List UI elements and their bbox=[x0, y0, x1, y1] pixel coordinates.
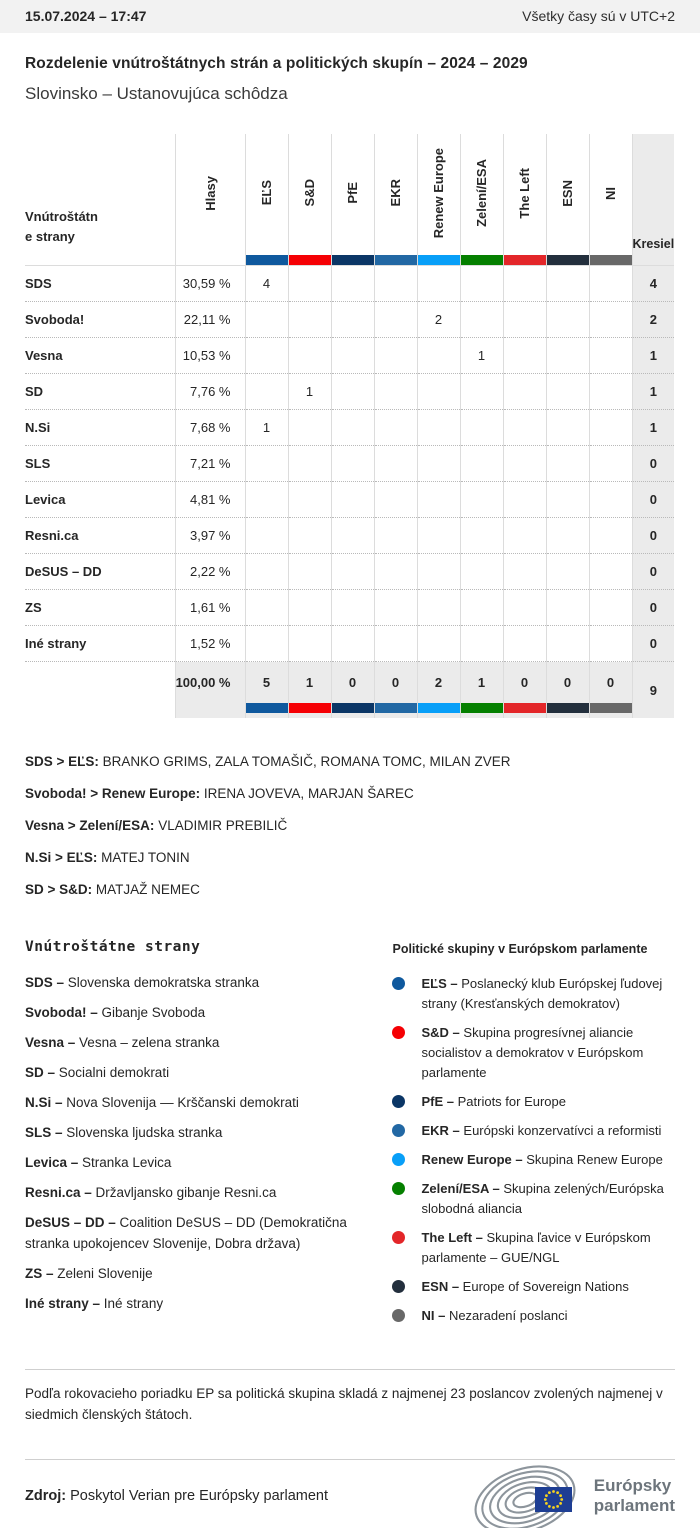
total-color-bar-row bbox=[25, 703, 674, 718]
political-groups-legend-heading: Politické skupiny v Európskom parlamente bbox=[392, 942, 648, 956]
legend-item: DeSUS – DD – Coalition DeSUS – DD (Demokratična stranka upokojencev Slovenije, Dobra država) bbox=[25, 1215, 347, 1251]
results-table bbox=[25, 134, 674, 718]
group-column-header-pfe: PfE bbox=[331, 134, 374, 255]
group-color-swatch bbox=[246, 703, 288, 713]
group-color-swatch bbox=[590, 703, 632, 713]
table-row: Levica 4,81 % 0 bbox=[25, 482, 674, 518]
legend-item: EĽS – Poslanecký klub Európskej ľudovej strany (Kresťanských demokratov) bbox=[392, 974, 675, 1014]
group-color-swatch bbox=[589, 255, 632, 266]
group-column-header-els: EĽS bbox=[245, 134, 288, 255]
group-color-dot bbox=[392, 1026, 405, 1039]
table-total-row: 100,00 % 5 1 0 0 2 1 0 0 0 9 bbox=[25, 662, 674, 704]
group-color-swatch bbox=[418, 703, 460, 713]
legend-item: EKR – Európski konzervatívci a reformisti bbox=[392, 1121, 675, 1141]
european-parliament-logo[interactable] bbox=[473, 1464, 675, 1528]
divider bbox=[25, 1459, 675, 1460]
table-row: Resni.ca 3,97 % 0 bbox=[25, 518, 674, 554]
delegation-line: Vesna > Zelení/ESA: VLADIMIR PREBILIČ bbox=[25, 818, 288, 833]
delegation-line: SDS > EĽS: BRANKO GRIMS, ZALA TOMAŠIČ, ROMANA TOMC, MILAN ZVER bbox=[25, 754, 511, 769]
group-color-bar-row bbox=[25, 255, 674, 266]
table-header-row bbox=[25, 134, 674, 255]
legend-item: SLS – Slovenska ljudska stranka bbox=[25, 1125, 223, 1140]
divider bbox=[25, 1369, 675, 1370]
total-votes: 100,00 % bbox=[175, 662, 245, 704]
table-row: N.Si 7,68 % 1 1 bbox=[25, 410, 674, 446]
national-parties-legend bbox=[25, 939, 371, 1335]
group-column-header-sd: S&D bbox=[288, 134, 331, 255]
group-color-swatch bbox=[331, 255, 374, 266]
legend-item: Levica – Stranka Levica bbox=[25, 1155, 172, 1170]
delegation-line: Svoboda! > Renew Europe: IRENA JOVEVA, MARJAN ŠAREC bbox=[25, 786, 414, 801]
footnote: Podľa rokovacieho poriadku EP sa politická skupina skladá z najmenej 23 poslancov zvolených najmenej v siedmich členských štátoch. bbox=[25, 1386, 663, 1422]
legend-item: S&D – Skupina progresívnej aliancie socialistov a demokratov v Európskom parlamente bbox=[392, 1023, 675, 1083]
group-color-swatch bbox=[417, 255, 460, 266]
group-column-header-greens: Zelení/ESA bbox=[460, 134, 503, 255]
legend-item: ESN – Europe of Sovereign Nations bbox=[392, 1277, 675, 1297]
group-color-swatch bbox=[374, 255, 417, 266]
legend-item: N.Si – Nova Slovenija — Krščanski demokrati bbox=[25, 1095, 299, 1110]
legend-item: NI – Nezaradení poslanci bbox=[392, 1306, 675, 1326]
group-color-swatch bbox=[547, 703, 589, 713]
legend-item: Resni.ca – Državljansko gibanje Resni.ca bbox=[25, 1185, 277, 1200]
group-color-swatch bbox=[503, 255, 546, 266]
group-color-swatch bbox=[546, 255, 589, 266]
group-column-header-left: The Left bbox=[503, 134, 546, 255]
source-row bbox=[25, 1464, 675, 1538]
legend-item: SD – Socialni demokrati bbox=[25, 1065, 170, 1080]
group-color-dot bbox=[392, 1280, 405, 1293]
table-row: ZS 1,61 % 0 bbox=[25, 590, 674, 626]
delegation-line: SD > S&D: MATJAŽ NEMEC bbox=[25, 882, 200, 897]
party-column-header: Vnútroštátne strany bbox=[25, 209, 98, 244]
national-parties-legend-heading: Vnútroštátne strany bbox=[25, 939, 201, 955]
votes-column-header: Hlasy bbox=[175, 134, 245, 255]
seats-column-header: Kresiel bbox=[632, 134, 674, 255]
group-color-dot bbox=[392, 977, 405, 990]
total-seats: 9 bbox=[632, 662, 674, 719]
legend-item: Vesna – Vesna – zelena stranka bbox=[25, 1035, 220, 1050]
group-color-swatch bbox=[375, 703, 417, 713]
group-color-swatch bbox=[288, 255, 331, 266]
title-block bbox=[0, 33, 700, 104]
timezone-note: Všetky časy sú v UTC+2 bbox=[522, 8, 675, 24]
legend-item: Svoboda! – Gibanje Svoboda bbox=[25, 1005, 206, 1020]
group-color-dot bbox=[392, 1182, 405, 1195]
group-color-dot bbox=[392, 1309, 405, 1322]
table-row: Svoboda! 22,11 % 2 2 bbox=[25, 302, 674, 338]
group-color-swatch bbox=[504, 703, 546, 713]
legend-section bbox=[25, 939, 675, 1335]
group-column-header-ni: NI bbox=[589, 134, 632, 255]
page-title: Rozdelenie vnútroštátnych strán a politických skupín – 2024 – 2029 bbox=[25, 55, 528, 72]
report-datetime: 15.07.2024 – 17:47 bbox=[25, 8, 147, 24]
source-note: Zdroj: Poskytol Verian pre Európsky parlament bbox=[25, 1488, 329, 1504]
group-color-swatch bbox=[460, 255, 503, 266]
group-color-dot bbox=[392, 1095, 405, 1108]
legend-item: Iné strany – Iné strany bbox=[25, 1296, 164, 1311]
legend-item: ZS – Zeleni Slovenije bbox=[25, 1266, 153, 1281]
table-row: Vesna 10,53 % 1 1 bbox=[25, 338, 674, 374]
group-column-header-renew: Renew Europe bbox=[417, 134, 460, 255]
group-color-swatch bbox=[332, 703, 374, 713]
legend-item: PfE – Patriots for Europe bbox=[392, 1092, 675, 1112]
group-column-header-ekr: EKR bbox=[374, 134, 417, 255]
legend-item: Renew Europe – Skupina Renew Europe bbox=[392, 1150, 675, 1170]
top-bar bbox=[0, 0, 700, 33]
european-parliament-wordmark: Európsky parlament bbox=[593, 1476, 675, 1515]
group-color-swatch bbox=[245, 255, 288, 266]
legend-item: The Left – Skupina ľavice v Európskom parlamente – GUE/NGL bbox=[392, 1228, 675, 1268]
legend-item: SDS – Slovenska demokratska stranka bbox=[25, 975, 260, 990]
group-color-dot bbox=[392, 1124, 405, 1137]
group-column-header-esn: ESN bbox=[546, 134, 589, 255]
hemicycle-icon bbox=[473, 1464, 585, 1528]
page-subtitle: Slovinsko – Ustanovujúca schôdza bbox=[25, 84, 288, 103]
table-row: SLS 7,21 % 0 bbox=[25, 446, 674, 482]
group-color-dot bbox=[392, 1153, 405, 1166]
political-groups-legend bbox=[392, 939, 675, 1335]
table-row: DeSUS – DD 2,22 % 0 bbox=[25, 554, 674, 590]
delegation-line: N.Si > EĽS: MATEJ TONIN bbox=[25, 850, 190, 865]
group-color-swatch bbox=[289, 703, 331, 713]
group-color-dot bbox=[392, 1231, 405, 1244]
group-color-swatch bbox=[461, 703, 503, 713]
table-row: Iné strany 1,52 % 0 bbox=[25, 626, 674, 662]
table-row: SDS 30,59 % 4 4 bbox=[25, 266, 674, 302]
table-row: SD 7,76 % 1 1 bbox=[25, 374, 674, 410]
delegations-list bbox=[25, 754, 675, 897]
legend-item: Zelení/ESA – Skupina zelených/Európska slobodná aliancia bbox=[392, 1179, 675, 1219]
